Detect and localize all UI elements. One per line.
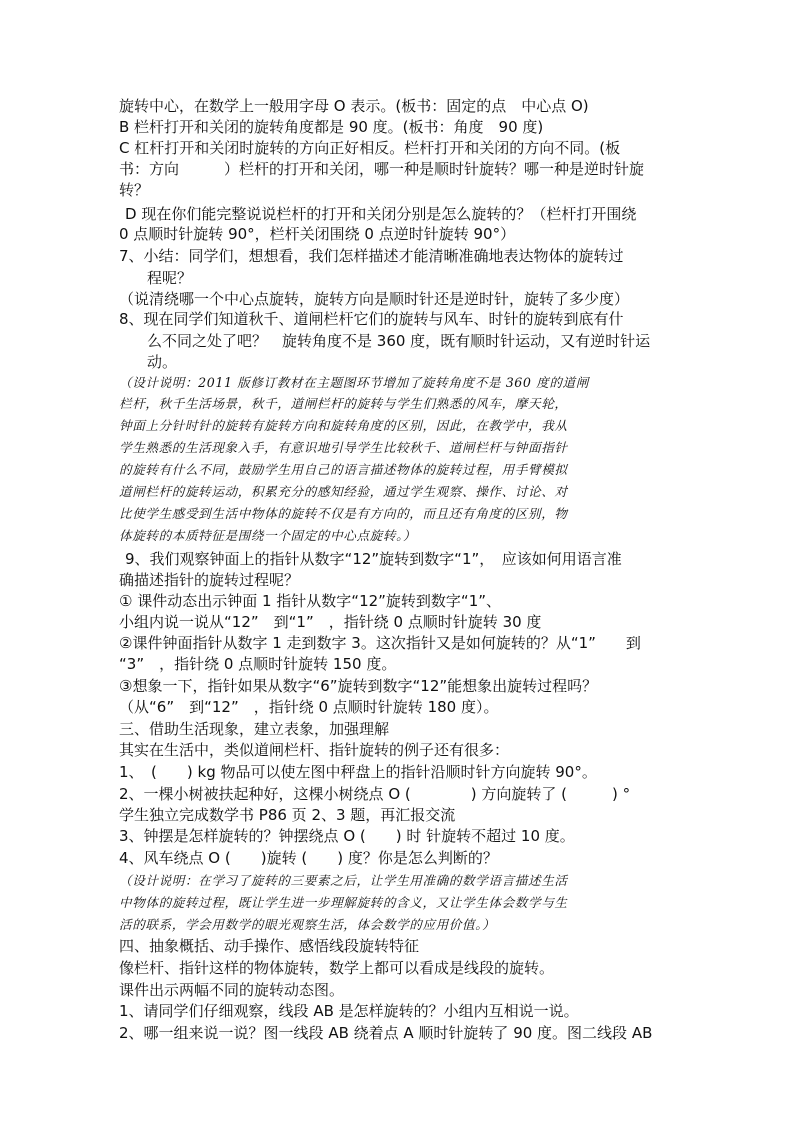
design-note-line: 活的联系，学会用数学的眼光观察生活，体会数学的应用价值。） xyxy=(119,917,496,932)
text-line: 程呢？ xyxy=(147,269,193,287)
design-note-line: （设计说明：2011 版修订教材在主题图环节增加了旋转角度不是 360 度的道闸 xyxy=(119,375,589,390)
text-line: ① 课件动态出示钟面 1 指针从数字“12”旋转到数字“1”、 xyxy=(119,592,502,610)
text-line: 书：方向 ）栏杆的打开和关闭，哪一种是顺时针旋转？哪一种是逆时针旋 xyxy=(119,160,645,178)
design-note-line: 体旋转的本质特征是围绕一个固定的中心点旋转。） xyxy=(119,528,417,543)
text-line: （从“6” 到“12” ，指针绕 0 点顺时针旋转 180 度）。 xyxy=(119,698,499,716)
list-item: 7、小结：同学们，想想看，我们怎样描述才能清晰准确地表达物体的旋转过 xyxy=(119,247,624,265)
text-line: 旋转中心，在数学上一般用字母 O 表示。(板书：固定的点 中心点 O) xyxy=(119,97,589,115)
design-note-line: 钟面上分针时针的旋转有旋转方向和旋转角度的区别，因此，在教学中，我从 xyxy=(119,418,568,433)
text-line: 小组内说一说从“12” 到“1” ，指针绕 0 点顺时针旋转 30 度 xyxy=(119,613,542,631)
design-note-line: 栏杆，秋千生活场景，秋千，道闸栏杆的旋转与学生们熟悉的风车，摩天轮， xyxy=(119,396,568,411)
design-note-line: （设计说明：在学习了旋转的三要素之后，让学生用准确的数学语言描述生活 xyxy=(119,873,568,888)
text-line: 转？ xyxy=(119,181,150,199)
section-heading: 四、抽象概括、动手操作、感悟线段旋转特征 xyxy=(119,937,420,955)
text-line: 其实在生活中，类似道闸栏杆、指针旋转的例子还有很多： xyxy=(119,741,510,759)
text-line: B 栏杆打开和关闭的旋转角度都是 90 度。(板书：角度 90 度) xyxy=(119,118,544,136)
list-item: 1、 ( ) kg 物品可以使左图中秤盘上的指针沿顺时针方向旋转 90°。 xyxy=(119,763,597,781)
text-line: D 现在你们能完整说说栏杆的打开和关闭分别是怎么旋转的？（栏杆打开围绕 xyxy=(125,205,637,223)
list-item: 2、哪一组来说一说？图一线段 AB 绕着点 A 顺时针旋转了 90 度。图二线段 AB xyxy=(119,1024,653,1042)
design-note-line: 比使学生感受到生活中物体的旋转不仅是有方向的，而且还有角度的区别，物 xyxy=(119,506,568,521)
list-item: 1、请同学们仔细观察，线段 AB 是怎样旋转的？小组内互相说一说。 xyxy=(119,1002,579,1020)
design-note-line: 的旋转有什么不同，鼓励学生用自己的语言描述物体的旋转过程，用手臂模拟 xyxy=(119,462,568,477)
list-item: 4、风车绕点 O ( )旋转 ( ) 度？你是怎么判断的？ xyxy=(119,849,498,867)
list-item: 8、现在同学们知道秋千、道闸栏杆它们的旋转与风车、时针的旋转到底有什 xyxy=(119,310,624,328)
text-line: 么不同之处了吧？ 旋转角度不是 360 度，既有顺时针运动，又有逆时针运 xyxy=(147,332,651,350)
design-note-line: 道闸栏杆的旋转运动，积累充分的感知经验，通过学生观察、操作、讨论、对 xyxy=(119,484,568,499)
list-item: 2、一棵小树被扶起种好，这棵小树绕点 O ( ) 方向旋转了 ( ) ° xyxy=(119,785,631,803)
text-line: ②课件钟面指针从数字 1 走到数字 3。这次指针又是如何旋转的？从“1” 到 xyxy=(119,634,641,652)
text-line: （说清绕哪一个中心点旋转，旋转方向是顺时针还是逆时针，旋转了多少度） xyxy=(119,290,630,308)
text-line: 0 点顺时针旋转 90°，栏杆关闭围绕 0 点逆时针旋转 90°） xyxy=(119,225,516,243)
list-item: 3、钟摆是怎样旋转的？钟摆绕点 O ( ) 时 针旋转不超过 10 度。 xyxy=(119,827,575,845)
text-line: 动。 xyxy=(147,353,178,371)
text-line: 像栏杆、指针这样的物体旋转，数学上都可以看成是线段的旋转。 xyxy=(119,959,555,977)
design-note-line: 中物体的旋转过程，既让学生进一步理解旋转的含义，又让学生体会数学与生 xyxy=(119,895,568,910)
text-line: “3” ，指针绕 0 点顺时针旋转 150 度。 xyxy=(119,655,397,673)
text-line: 课件出示两幅不同的旋转动态图。 xyxy=(119,981,345,999)
text-line: ③想象一下，指针如果从数字“6”旋转到数字“12”能想象出旋转过程吗？ xyxy=(119,677,598,695)
text-line: 确描述指针的旋转过程呢？ xyxy=(119,571,300,589)
list-item: 9、我们观察钟面上的指针从数字“12”旋转到数字“1”， 应该如何用语言准 xyxy=(125,550,622,568)
text-line: 学生独立完成数学书 P86 页 2、3 题，再汇报交流 xyxy=(119,806,456,824)
section-heading: 三、借助生活现象，建立表象，加强理解 xyxy=(119,720,390,738)
text-line: C 杠杆打开和关闭时旋转的方向正好相反。栏杆打开和关闭的方向不同。(板 xyxy=(119,139,621,157)
design-note-line: 学生熟悉的生活现象入手，有意识地引导学生比较秋千、道闸栏杆与钟面指针 xyxy=(119,440,568,455)
